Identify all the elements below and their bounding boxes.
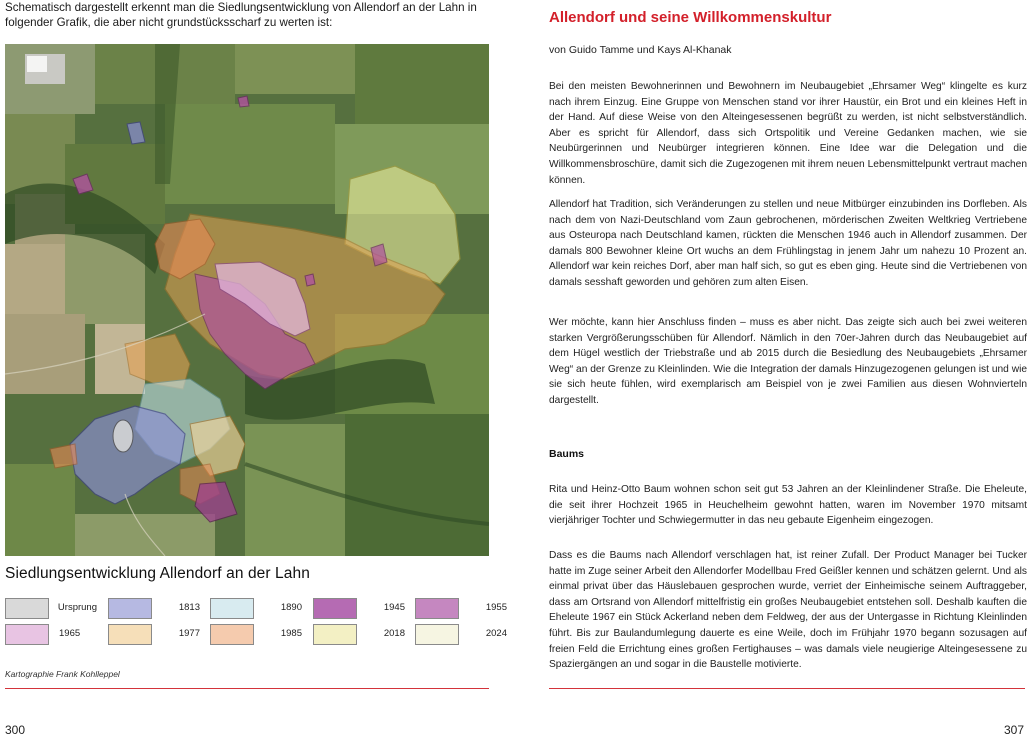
legend-label: 1890 <box>280 602 302 613</box>
legend-label: 2024 <box>485 628 507 639</box>
legend-item <box>313 598 413 620</box>
legend-swatch <box>5 624 49 645</box>
left-page <box>0 0 507 738</box>
legend-item <box>415 598 515 620</box>
legend-row <box>5 624 507 646</box>
legend-label: 2018 <box>383 628 405 639</box>
legend-item <box>313 624 413 646</box>
legend-label: 1977 <box>178 628 200 639</box>
legend-item <box>210 624 310 646</box>
section-heading: Baums <box>549 448 585 460</box>
page-number-left: 300 <box>5 723 26 737</box>
aerial-map-image <box>5 44 489 556</box>
legend-label: 1945 <box>383 602 405 613</box>
paragraph: Rita und Heinz-Otto Baum wohnen schon seit gut 53 Jahren an der Kleinlindener Straße. Die Eheleute, die seit ihrer Hochzeit 1965 in Heuchelheim gewohnt hatten, waren im November 1970 mitsamt vierjähriger Tochter und Schwiegermutter in das neu gebaute Eigenheim eingezogen. <box>549 484 1027 527</box>
paragraph: Allendorf hat Tradition, sich Veränderungen zu stellen und neue Mitbürger einzubinden ins Dorfleben. Als nach dem von Nazi-Deutschland vom Zaun gebrochenen, mörderischen Zweiten Weltkrieg Vertriebene aus Osteuropa nach Deutschland kamen, rückten die Menschen 1946 auch in Allendorf zusammen. Der damals 800 Bewohner kleine Ort wuchs an dem Frühlingstag in jenem Jahr um nahezu 10 Prozent an. Allendorf war kein reiches Dorf, aber man half sich, so gut es eben ging. Heute sind die Vertriebenen von damals sesshaft geworden und gehören zum alten Eisen. <box>549 199 1027 288</box>
legend-item <box>108 598 208 620</box>
legend-swatch <box>108 624 152 645</box>
intro-text: Schematisch dargestellt erkennt man die Siedlungsentwicklung von Allendorf an der Lahn in folgender Grafik, die aber nicht grundstücksscharf zu werten ist: <box>5 1 477 29</box>
legend-swatch <box>5 598 49 619</box>
legend-item <box>415 624 515 646</box>
legend-row <box>5 598 507 620</box>
paragraph: Dass es die Baums nach Allendorf verschlagen hat, ist reiner Zufall. Der Product Manager bei Tucker hatte im Zuge seiner Arbeit den Allendorfer Modellbau Fred Geißler kennen und schätzen gelernt. Und als einmal privat über das Häuslebauen gesprochen wurde, verriet der Einheimische seinem Auftraggeber, dass am Ortsrand von Allendorf mittelfristig ein großes Neubaugebiet entstehen soll. Deshalb kauften die Eheleute 1967 ein Stück Ackerland neben dem Feldweg, der aus der Untergasse in Richtung Kleinlinden führt. Bis zur Baulandumlegung dauerte es eine Weile, doch im Frühjahr 1970 begann sozusagen auf freien Feld die Errichtung eines großen Fertighauses – was damals viele neugierige Alteingesessene zu Spaziergängen an und sogar in die Baustelle motivierte. <box>549 550 1027 671</box>
legend-item <box>5 598 105 620</box>
legend-label: 1955 <box>485 602 507 613</box>
paragraph: Bei den meisten Bewohnerinnen und Bewohnern im Neubaugebiet „Ehrsamer Weg“ klingelte es kurz nach ihrem Einzug. Eine Gruppe von Menschen stand vor ihrer Haustür, ein Brot und ein kleines Heft in der Hand. Auf diese Weise von den Alteingesessenen begrüßt zu werden, ist nicht selbstverständlich. Aber es spricht für Allendorf, dass sich Ortspolitik und Vereine Gedanken machen, wie sie Neubürgerinnen und Neubürger integrieren können. Eine Idee war die Delegation und die Willkommensbroschüre, damit sich die Zugezogenen mit ihrem neuen Lebensmittelpunkt vertraut machen können. <box>549 81 1027 186</box>
article-title: Allendorf und seine Willkommenskultur <box>549 9 832 26</box>
legend-swatch <box>313 598 357 619</box>
legend-swatch <box>415 624 459 645</box>
legend-label: Ursprung <box>57 602 97 613</box>
legend-swatch <box>210 624 254 645</box>
legend-swatch <box>313 624 357 645</box>
legend-swatch <box>108 598 152 619</box>
legend-swatch <box>415 598 459 619</box>
legend-label: 1965 <box>59 628 81 639</box>
page-number-right: 307 <box>1004 723 1025 737</box>
map-credit: Kartographie Frank Kohlleppel <box>5 669 120 679</box>
legend-swatch <box>210 598 254 619</box>
footer-rule <box>5 688 489 689</box>
settlement-map <box>5 44 489 556</box>
paragraph: Wer möchte, kann hier Anschluss finden – muss es aber nicht. Das zeigte sich auch bei zwei weiteren starken Vergrößerungsschüben für Allendorf. Nämlich in den 70er-Jahren durch das Neubaugebiet auf dem Hügel westlich der Triebstraße und ab 2015 durch die Besiedlung des Neubaugebiets „Ehrsamer Weg“ an der Grenze zu Kleinlinden. Wie die Integration der damals Hinzugezogenen gelungen ist und wie sie sich heute fühlen, wird exemplarisch am Beispiel von je zwei Familien aus diesen Wohnvierteln dargestellt. <box>549 317 1027 406</box>
legend-item <box>210 598 310 620</box>
legend-item <box>108 624 208 646</box>
legend-item <box>5 624 105 646</box>
legend-label: 1985 <box>280 628 302 639</box>
article-authors: von Guido Tamme und Kays Al-Khanak <box>549 44 732 56</box>
legend-label: 1813 <box>178 602 200 613</box>
legend-title: Siedlungsentwicklung Allendorf an der Lahn <box>5 565 310 582</box>
footer-rule <box>549 688 1025 689</box>
